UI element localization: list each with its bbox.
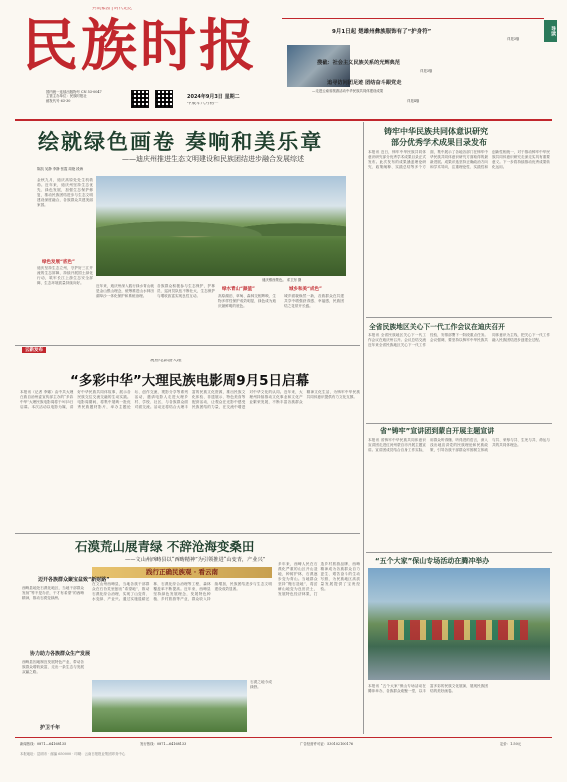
toc-page: 详见3版: [507, 37, 520, 41]
masthead-slogan: 共筑家园 | 时代记忆: [92, 7, 133, 11]
lead-col: 迪庆坚持生态立州，守护好三江并流的生态屏障，持续开展国土绿化行动，筑牢长江上游生态安全屏障，生态环境质量持续向好。: [37, 266, 93, 285]
film-tag: 云新发布: [22, 347, 46, 353]
campaign-banner: 践行正确民族观 · 看云南: [92, 567, 272, 578]
campaign-col: 西畴县因地制宜发展特色产业，带动各族群众增收致富，走出一条生态与发展双赢之路。: [22, 660, 84, 674]
right3-body: 本报讯 省铸牢中华民族共同体意识宣讲团走进红河州蒙自市开展主题宣讲。宣讲团成员结合自身工作实际，用群众听得懂、听得进的语言，深入浅出地宣讲党的民族理论和民族政策，引导各族干部群众牢固树立休戚与共、荣辱与共、生死与共、命运与共的共同体理念。: [368, 438, 550, 452]
campaign-sub: 护卫千年: [40, 725, 61, 731]
footer-mid: 发行热线：0871—64168133: [140, 742, 187, 746]
qr-code: [131, 90, 149, 108]
film-body: 本报讯（记者 李娜）由中共大理白族自治州委宣传部主办的“多彩中华”大理民族电影周将于9月5日启幕。本次活动以电影为媒，讲好中华民族共同体故事，展示各民族交往交流交融的生动实践。电影周期间，将集中展映一批优秀民族题材影片，举办主题论坛、创作交流、观影分享等系列活动，邀请电影人走进大理乡村、学校、社区，与各族群众面对面交流。活动还将结合大理丰富的民族文化资源，推出民族文化体验、非遗展示、特色美食等配套活动，让观众在光影中感受民族团结的力量，在交流中增进对中华文化的认同。近年来，大理州持续推动文化事业和文化产业繁荣发展，不断丰富各族群众精神文化生活，为铸牢中华民族共同体意识提供有力文化支撑。: [20, 390, 360, 409]
desert-subtitle: ——文山州西畴县以“西畴精神”为引领推进“山变青，产业兴”: [125, 557, 266, 563]
film-title: “多彩中华”大理民族电影周9月5日启幕: [70, 373, 310, 389]
right4-body: 本报讯 “五个大家”保山专场活动在腾冲举办，各族群众欢聚一堂，以丰富多彩的民族文化展演，展现民族团结的美好画卷。: [368, 684, 488, 693]
right4-photo: [368, 568, 550, 680]
lead-col: 高原湖泊、草甸、森林交相辉映，生物多样性保护成效明显，绿色成为迪庆最鲜明的底色。: [218, 294, 276, 308]
footer-price: 定价：1.50元: [500, 742, 522, 746]
desert-col: 石漠之地今成绿野。: [250, 680, 272, 689]
toc-item[interactable]: 追寻访问团足迹 团结奋斗跟党走: [327, 80, 402, 86]
campaign-sub: 迈开各族群众聚宝盆致“新财路”: [38, 577, 110, 583]
toc-item[interactable]: 9月1日起 楚雄州彝族服饰有了“护身符”: [332, 29, 432, 35]
divider: [15, 533, 360, 534]
lead-section-heading: 绿水青山“颜值”: [222, 287, 255, 292]
lead-photo: [96, 176, 346, 276]
right2-title: 全省民族地区关心下一代工作会议在迪庆召开: [369, 323, 505, 331]
right1-title2: 部分优秀学术成果目录发布: [391, 138, 487, 147]
lead-col: 近年来，迪庆州深入践行绿水青山就是金山银山理念，统筹推进山水林田湖草沙一体化保护和系统治理。: [96, 284, 154, 298]
film-kicker: 观看电影游大理: [150, 359, 182, 363]
lead-photo-caption: 迪庆维西景色。 邓卫东 摄: [262, 278, 302, 282]
lead-subtitle: ——迪庆州推进生态文明建设和民族团结进步融合发展综述: [122, 155, 304, 163]
qr-code: [155, 90, 173, 108]
lead-section-heading: 城乡和美“成色”: [289, 287, 322, 292]
divider: [366, 552, 552, 553]
divider: [15, 345, 360, 346]
masthead-meta-line: 国内统一连续出版物号 CN 53-0047: [46, 90, 102, 94]
masthead-meta-line: 主管主办单位：民族时报社: [46, 94, 87, 99]
toc-tag: 导读: [544, 20, 557, 42]
masthead-rule: [15, 119, 552, 121]
toc-box: [282, 18, 544, 119]
lead-photo-hills: [96, 206, 346, 236]
campaign-col: 在文山州西畴县，当地各族干部群众在石旮旯里刨出“希望地”，推动石漠化综合治理，实现了山变青、水变绿、产业兴。通过实施退耕还林、石漠化综合治理等工程，森林覆盖率不断提高。近年来，西畴县坚持绿色发展理念，发展特色种植、乡村旅游等产业，群众收入持续增加，民族团结进步与生态文明建设成效显著。: [92, 582, 272, 601]
right1-body: 本报讯 近日，铸牢中华民族共同体意识研究部分优秀学术成果目录正式发布。此次发布的成果涵盖理论研究、政策阐释、实践总结等多个方面，集中展示了各地各部门在铸牢中华民族共同体意识研究方面取得的最新进展。成果评选坚持正确政治方向和学术导向，注重理论性、实践性和创新性相统一，对于推动铸牢中华民族共同体意识研究走深走实具有重要意义。下一步将持续推动优秀成果转化运用。: [368, 150, 550, 169]
footer-rule: [15, 737, 552, 738]
footer-fine: 本报地址：昆明市 · 邮编 650000 · 印刷：云南日报报业集团印务中心: [20, 752, 126, 756]
right4-title: “五个大家”保山专场活动在腾冲举办: [375, 557, 490, 565]
footer-right: 广告经营许可证：530102100176: [300, 742, 354, 746]
desert-photo: [92, 680, 247, 732]
right1-title: 铸牢中华民族共同体意识研究: [384, 127, 488, 136]
right3-title: 省“铸牢”宣讲团到蒙自开展主题宣讲: [380, 427, 495, 435]
toc-item[interactable]: 搜截：社会主义民族关系的光辉典范: [317, 60, 401, 66]
divider: [366, 423, 552, 424]
masthead-title: 民族时报: [22, 14, 258, 79]
masthead-meta-line: 邮发代号 63-30: [46, 98, 71, 103]
right2-body: 本报讯 全省民族地区关心下一代工作会议在迪庆州召开。会议总结交流近年来全省民族地区关心下一代工作经验，安排部署下一阶段重点任务。会议强调，要坚持以铸牢中华民族共同体意识为主线，把关心下一代工作融入民族团结进步创建全过程。: [368, 333, 550, 347]
masthead-date: 2024年9月3日 星期二: [187, 94, 240, 100]
footer-left: 新闻热线：0871—64168135: [20, 742, 67, 746]
right4-photo-boats: [388, 620, 528, 640]
desert-col: 多年来，西畴人民在石漠化严重的山区开山造地，种树护林，石漠逐步变为青山。当地群众坚持“搬石造地”，将贫瘠山地变为良田沃土，发展特色经济林果，打造乡村旅游品牌，西畴精神成为各族群众自力更生、艰苦奋斗的生动写照，为民族地区高质量发展提供了宝贵经验。: [278, 562, 360, 596]
desert-title: 石漠荒山展青绿 不辞沧海变桑田: [75, 539, 255, 554]
lead-col: 各族群众积极参与生态保护，护林员、巡河员队伍不断壮大，生态保护与增收致富实现良性互动。: [157, 284, 215, 298]
lead-col: 城乡面貌焕然一新，各族群众在共建共享中增强获得感、幸福感，民族团结之花常开长盛。: [284, 294, 344, 308]
toc-page: 详见3版: [420, 69, 433, 73]
lead-col: 金秋九月，迪庆高原处处生机勃勃。近年来，迪庆州坚持生态优先、绿色发展，加强生态保护修复，推动民族团结进步与生态文明建设深度融合，各族群众共建美丽家园。: [37, 178, 93, 207]
toc-page: 详见4版: [407, 99, 420, 103]
column-divider: [363, 122, 364, 734]
masthead-meta: [46, 90, 126, 103]
masthead-lunar: 甲辰年八月初一: [187, 102, 219, 106]
lead-title: 绘就绿色画卷 奏响和美乐章: [38, 130, 324, 154]
lead-section-heading: 绿色发展“底色”: [42, 260, 75, 265]
lead-byline: 陈凯 吴静 李静 张霞 周艳 段海: [37, 167, 84, 171]
divider: [366, 317, 552, 318]
toc-sub: —走进云南省旅游活动中华民族共同体建设成果: [312, 89, 384, 93]
campaign-col: 西畴县地处石漠化地区，当地干部群众发扬“等不是办法，干才有希望”的西畴精神，推动石漠变绿洲。: [22, 586, 84, 600]
campaign-sub: 协力助力各族群众生产发展: [30, 651, 91, 657]
